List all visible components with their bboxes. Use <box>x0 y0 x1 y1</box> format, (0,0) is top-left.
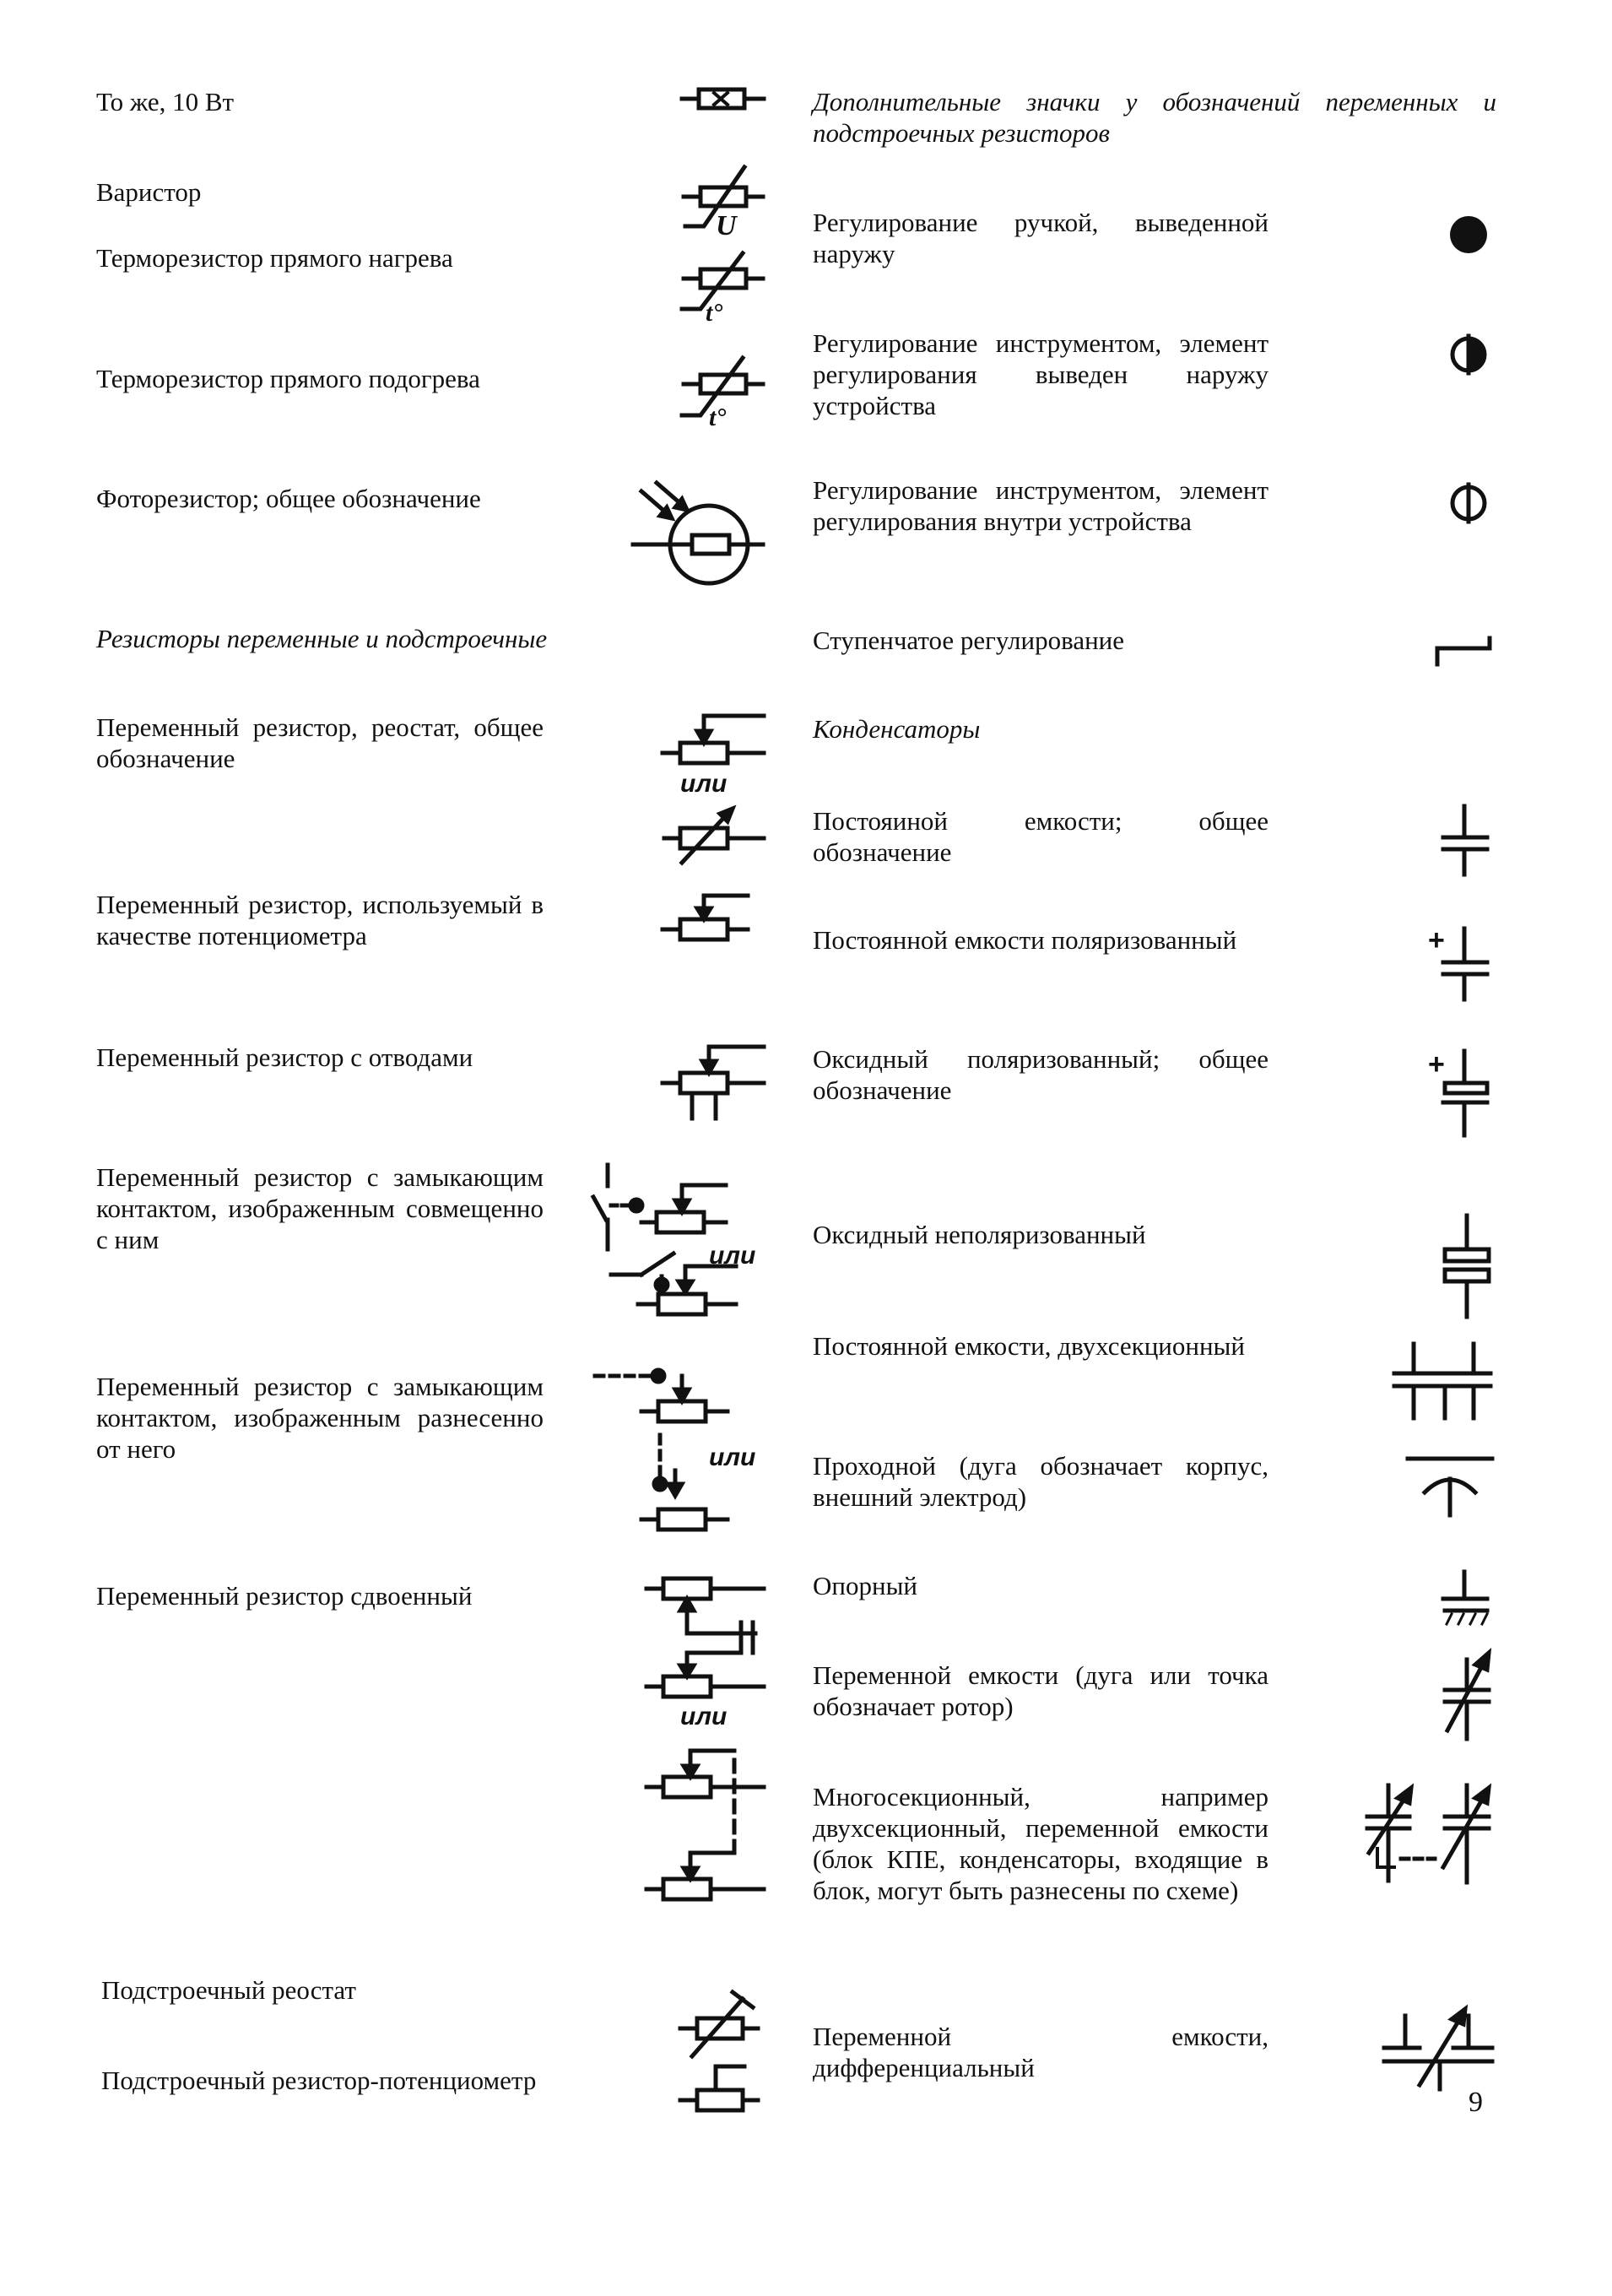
row-label-variable-resistor-taps: Переменный резистор с отводами <box>96 1042 473 1072</box>
multi-section-variable-capacitor-icon <box>1367 1785 1489 1882</box>
step-adjust-icon <box>1437 638 1490 664</box>
fixed-resistor-10w-icon <box>682 89 764 108</box>
row-label-photoresistor: Фоторезистор; общее обозначение <box>96 484 481 513</box>
row-label-varistor: Варистор <box>96 177 202 207</box>
varistor-mark: U <box>716 210 737 241</box>
support-capacitor-icon <box>1443 1572 1487 1624</box>
row-label-trimmer-potentiometer: Подстроечный резистор-потенциометр <box>101 2066 537 2095</box>
variable-resistor-combined-switch-icon <box>593 1165 755 1314</box>
knob-outside-icon <box>1450 216 1487 253</box>
row-label-fixed-resistor-10w: То же, 10 Вт <box>96 87 235 116</box>
photoresistor-icon <box>633 483 763 583</box>
variable-resistor-icon <box>663 716 764 863</box>
row-label-tool-outside: Регулирование инструментом, элемент регулирования выведен наружу устройства <box>813 328 1269 420</box>
row-label-tool-inside: Регулирование инструментом, элемент регулирования внутри устройства <box>813 475 1269 536</box>
row-label-differential-capacitor: Переменной емкости, дифференциальный <box>813 2022 1269 2082</box>
row-label-support-capacitor: Опорный <box>813 1571 917 1600</box>
feedthrough-capacitor-icon <box>1408 1459 1492 1515</box>
or-label-1: или <box>680 770 728 798</box>
row-label-variable-capacitor: Переменной емкости (дуга или точка обозначает ротор) <box>813 1660 1269 1721</box>
dual-section-capacitor-icon <box>1394 1344 1490 1418</box>
row-label-thermistor-direct-heating: Терморезистор прямого нагрева <box>96 243 453 273</box>
row-label-multi-section-capacitor: Многосекционный, например двухсекционный, переменной емкости (блок КПЕ, конденсаторы, входящие в блок, могут быть разнесены по схеме) <box>813 1782 1269 1905</box>
oxide-nonpolarized-capacitor-icon <box>1445 1216 1489 1317</box>
or-label-2: или <box>709 1242 756 1270</box>
polarized-capacitor-icon <box>1428 924 1487 999</box>
or-label-4: или <box>680 1703 728 1730</box>
row-label-fixed-capacitor: Постояиной емкости; общее обозначение <box>813 806 1269 867</box>
row-label-feedthrough-capacitor: Проходной (дуга обозначает корпус, внешний электрод) <box>813 1451 1269 1512</box>
polarity-plus-1: + <box>1428 924 1445 956</box>
row-label-separate-switch: Переменный резистор с замыкающим контактом, изображенным разнесенно от него <box>96 1372 544 1464</box>
row-label-step-adjust: Ступенчатое регулирование <box>813 625 1125 655</box>
row-label-knob-outside: Регулирование ручкой, выведенной наружу <box>813 208 1269 268</box>
trimmer-potentiometer-icon <box>680 2066 758 2110</box>
fixed-capacitor-icon <box>1443 806 1487 875</box>
section-title-variable-resistors: Резисторы переменные и подстроечные <box>96 624 548 653</box>
varistor-icon <box>684 167 763 241</box>
row-label-dual-variable-resistor: Переменный резистор сдвоенный <box>96 1581 473 1611</box>
variable-resistor-taps-icon <box>663 1047 764 1118</box>
row-label-oxide-nonpolarized-capacitor: Оксидный неполяризованный <box>813 1220 1146 1249</box>
oxide-polarized-capacitor-icon <box>1428 1048 1487 1135</box>
row-label-oxide-polarized-capacitor: Оксидный поляризованный; общее обозначение <box>813 1044 1269 1105</box>
polarity-plus-2: + <box>1428 1048 1445 1080</box>
thermistor-direct-mark: t° <box>706 299 723 327</box>
row-label-thermistor-indirect-heating: Терморезистор прямого подогрева <box>96 364 480 393</box>
section-title-capacitors: Конденсаторы <box>813 714 981 744</box>
potentiometer-icon <box>663 896 748 940</box>
row-label-combined-switch: Переменный резистор с замыкающим контактом, изображенным совмещенно с ним <box>96 1162 544 1254</box>
row-label-polarized-capacitor: Постоянной емкости поляризованный <box>813 925 1237 955</box>
thermistor-indirect-mark: t° <box>709 403 727 431</box>
section-title-additional-marks: Дополнительные значки у обозначений переменных и подстроечных резисторов <box>813 87 1496 148</box>
thermistor-direct-heating-icon <box>682 253 763 327</box>
thermistor-indirect-heating-icon <box>682 358 763 431</box>
tool-inside-icon <box>1452 485 1485 522</box>
row-label-variable-resistor: Переменный резистор, реостат, общее обозначение <box>96 712 544 773</box>
trimmer-rheostat-icon <box>680 1992 758 2056</box>
variable-capacitor-icon <box>1445 1653 1489 1739</box>
or-label-3: или <box>709 1443 756 1471</box>
tool-outside-icon <box>1452 336 1485 373</box>
variable-resistor-separate-switch-icon <box>595 1370 755 1530</box>
page-number: 9 <box>1469 2087 1483 2118</box>
dual-variable-resistor-icon <box>646 1578 764 1899</box>
row-label-trimmer-rheostat: Подстроечный реостат <box>101 1975 356 2005</box>
differential-capacitor-icon <box>1384 2009 1492 2089</box>
row-label-potentiometer: Переменный резистор, используемый в качестве потенциометра <box>96 890 544 950</box>
row-label-dual-section-capacitor: Постоянной емкости, двухсекционный <box>813 1331 1245 1361</box>
